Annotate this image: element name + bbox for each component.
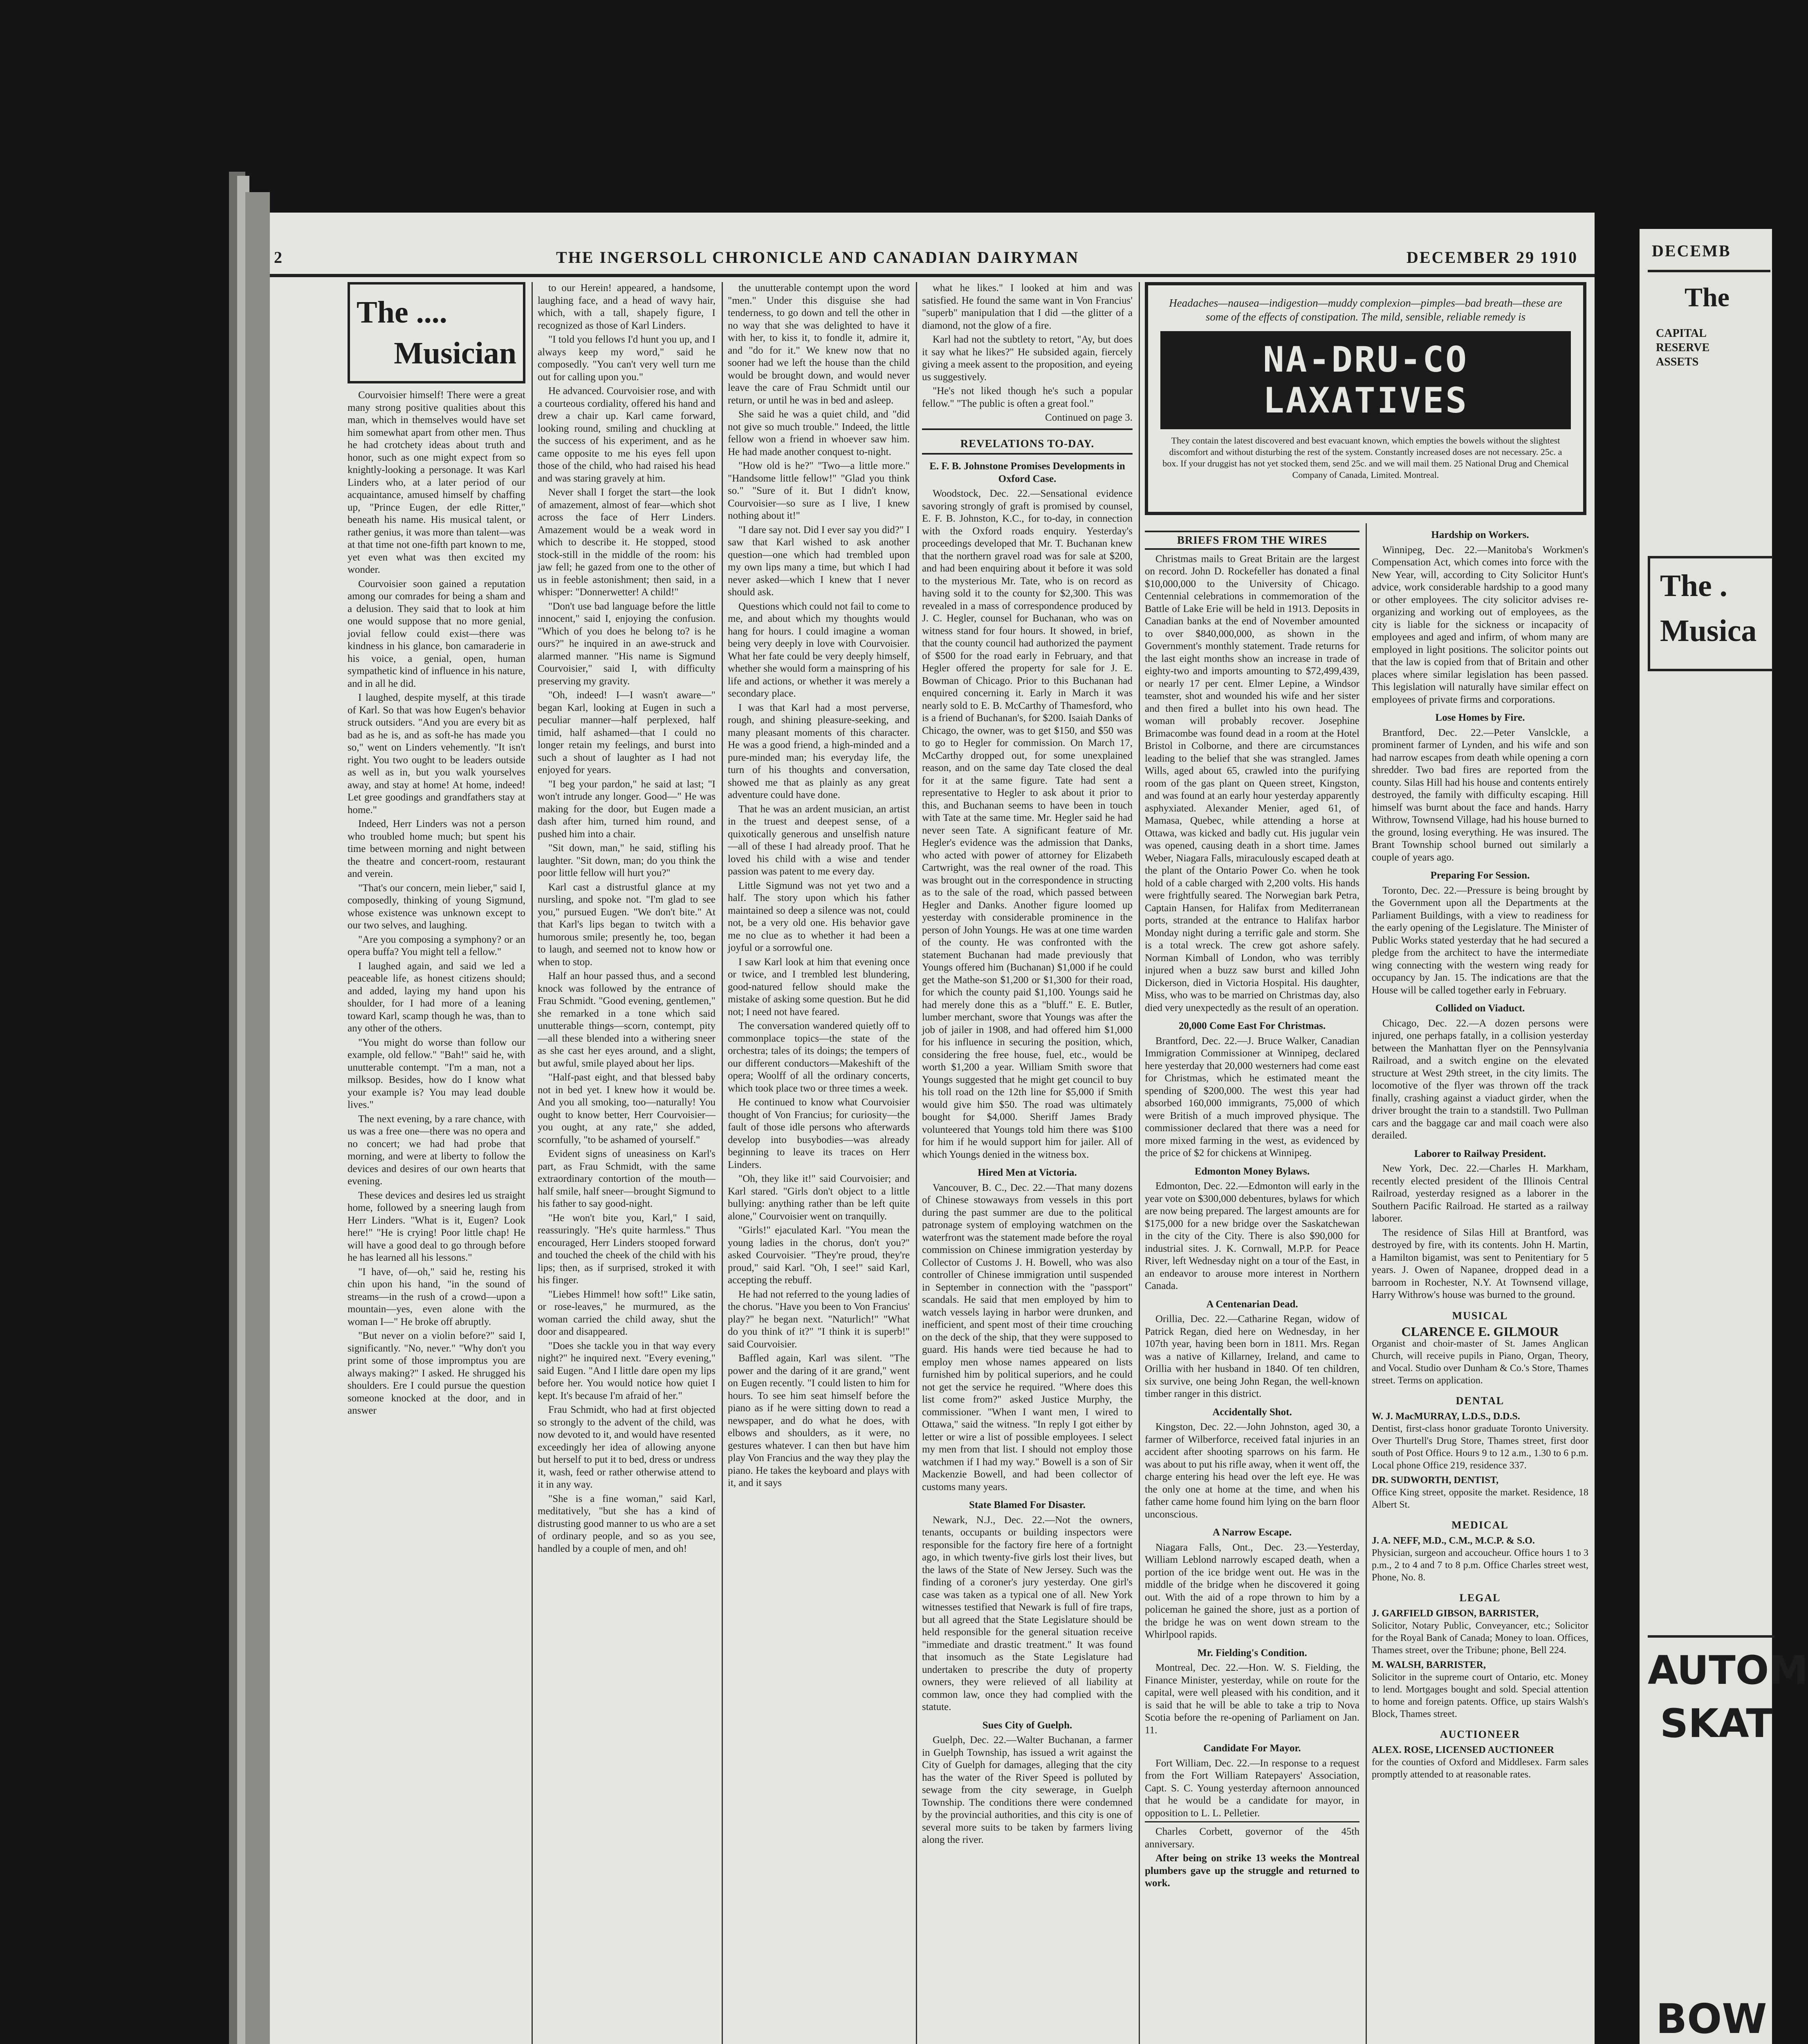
newspaper-page bbox=[270, 213, 1595, 2044]
brief-headline: Candidate For Mayor. bbox=[1203, 1743, 1301, 1754]
story-paragraph: She said he was a quiet child, and "did not give so much trouble." Indeed, the little fellow won a friend in whoever saw him. He had made another conquest to-night. bbox=[728, 409, 910, 457]
facing-ad-text: SKAT bbox=[1660, 1701, 1773, 1746]
facing-line: RESERVE bbox=[1656, 341, 1710, 354]
story-paragraph: "That's our concern, mein lieber," said I, composedly, thinking of young Sigmund, whose existence was unknown except to our two selves, and laughing. bbox=[348, 882, 525, 931]
brief-body: Niagara Falls, Ont., Dec. 23.—Yesterday, William Leblond narrowly escaped death, when a portion of the ice bridge went out. He was in the middle of the bridge when he discovered it going out. With the aid of a rope thrown to him by a policeman he gained the shore, just as a portion of the bridge he was on went down stream to the Whirlpool rapids. bbox=[1145, 1542, 1359, 1640]
news-body: Brantford, Dec. 22.—Peter Vanslckle, a prominent farmer of Lynden, and his wife and son had narrow escapes from death while opening a corn shredder. Two bad fires are reported from the county. Silas Hill had his house and contents entirely destroyed, the family with difficulty escaping. Hill himself was burnt about the face and hands. Harry Withrow, Townsend Village, had his house burned to the ground, losing everything. He was insured. The Brant Township school burned out similarly a couple of years ago. bbox=[1372, 727, 1588, 863]
directory-name: DR. SUDWORTH, DENTIST, bbox=[1372, 1475, 1499, 1486]
news-body: Guelph, Dec. 22.—Walter Buchanan, a farmer in Guelph Township, has issued a writ against the City of Guelph for damages, alleging that the city has the water of the River Speed is polluted by sewage from the city sewerage, in Guelph Township. The conditions there were condemned by the provincial authorities, and this city is one of several more suits to be taken by farmers living along the river. bbox=[922, 1735, 1133, 1845]
news-body: Toronto, Dec. 22.—Pressure is being brought by the Government upon all the Departments at the Parliament Buildings, with a view to readiness for the early opening of the Legislature. The Minister of Public Works stated yesterday that he had secured a pledge from the architect to have the intermediate wing connecting with the western wing ready for occupancy by Jan. 15. The indications are that the House will be called together early in February. bbox=[1372, 885, 1588, 996]
directory-text: Dentist, first-class honor graduate Toronto University. Over Thurtell's Drug Store, Thames street, first door south of Post Office. Hours 9 to 12 a.m., 1.30 to 6 p.m. Local phone Office 219, residence 337. bbox=[1372, 1423, 1588, 1471]
news-headline: Sues City of Guelph. bbox=[982, 1719, 1072, 1731]
briefs-body: Christmas mails to Great Britain are the largest on record. John D. Rockefeller has donated a final $10,000,000 to the University of Chicago. Centennial celebrations in commemoration of the Battle of Lake Erie will be held in 1913. Deposits in Canadian banks at the end of November amounted to over $840,000,000, as shown in the Government's monthly statement. Trade returns for the last eight months show an increase in trade of eighty-two and imports amounting to $72,499,439, or nearly 17 per cent. Elmer Lepine, a Windsor teamster, shot and wounded his wife and her sister and then fired a bullet into his own head. The woman will probably recover. Josephine Brimacombe was found dead in a room at the Hotel Bristol in Colborne, and there are circumstances leading to the belief that she was strangled. James Wills, aged about 65, crawled into the purifying room of the gas plant on Queen street, Kingston, and was found at an early hour yesterday apparently asphyxiated. Alexander Menier, aged 61, of Mamasa, Quebec, while attending a horse at Ottawa, was kicked and badly cut. His jugular vein was opened, causing death in a short time. James Weber, Niagara Falls, miraculously escaped death at the plant of the Ontario Power Co. when he took hold of a cable charged with 2,200 volts. His hands were frightfully seared. The Norwegian bark Petra, Captain Hansen, for Halifax from Mediterranean ports, stranded at the entrance to Halifax harbor Monday night during a terrific gale and storm. She is a total wreck. The crew got ashore safely. Norman Kimball of London, who was terribly injured when a buzz saw burst and killed John Dickerson, died in Victoria Hospital. His daughter, Miss, who was to be married on Christmas day, also died very unexpectedly as the result of an operation. bbox=[1145, 553, 1359, 1013]
story-paragraph: That he was an ardent musician, an artist in the truest and deepest sense, of a quixotically generous and unselfish nature—all of these I had already proof. That he loved his child with a wise and tender passion was patent to me every day. bbox=[728, 803, 910, 877]
brief-body: After being on strike 13 weeks the Montreal plumbers gave up the struggle and returned to work. bbox=[1145, 1853, 1359, 1889]
brief-body: Kingston, Dec. 22.—John Johnston, aged 30, a farmer of Wilberforce, received fatal injuries in an accident after shooting sparrows on his farm. He was about to put his rifle away, when it went off, the charge entering his head over the left eye. He was the only one at home at the time, and when his father came home found him lying on the barn floor unconscious. bbox=[1145, 1421, 1359, 1520]
story-paragraph: "Liebes Himmel! how soft!" Like satin, or rose-leaves," he murmured, as the woman carried the child away, shut the door and disappeared. bbox=[538, 1289, 716, 1337]
directory-label: DENTAL bbox=[1456, 1394, 1505, 1407]
directory-text: Office King street, opposite the market. Residence, 18 Albert St. bbox=[1372, 1487, 1588, 1510]
facing-page-header: DECEMB bbox=[1652, 242, 1731, 260]
story-column-2 bbox=[538, 282, 716, 2044]
story-column-1 bbox=[348, 282, 525, 2044]
news-headline: E. F. B. Johnstone Promises Developments in Oxford Case. bbox=[929, 461, 1125, 484]
story-column-3 bbox=[728, 282, 910, 2044]
story-title-line-1: The .... bbox=[357, 295, 447, 329]
story-paragraph: I laughed again, and said we led a peaceable life, as honest citizens should; and added, laying my hand upon his shoulder, for I had more of a leaning toward Karl, scamp though he was, than to any other of the others. bbox=[348, 960, 525, 1034]
ad-brand-name: NA-DRU-CO LAXATIVES bbox=[1160, 331, 1571, 429]
brief-headline: 20,000 Come East For Christmas. bbox=[1178, 1020, 1326, 1031]
news-body: Winnipeg, Dec. 22.—Manitoba's Workmen's Compensation Act, which comes into force with the New Year, will, according to City Solicitor Hunt's advice, work considerable hardship to a good many or other employees. The city solicitor advises re-organizing and working out of employees, as the city is liable for the sickness or incapacity of employees and aged and infirm, of whom many are employed in light positions. The solicitor points out that the law is copied from that of Britain and other places where similar legislation has been passed. This legislation will naturally have similar effect on employees of private firms and corporations. bbox=[1372, 544, 1588, 705]
briefs-column bbox=[1145, 523, 1359, 2044]
story-paragraph: the unutterable contempt upon the word "men." Under this disguise she had tenderness, to go down and tell the other in no way that she was delighted to have it with her, to kiss it, to fondle it, admire it, and "do for it." We knew now that no sooner had we left the house than the child would be brought down, and would never leave the care of Frau Schmidt until our return, or until he was in bed and asleep. bbox=[728, 282, 910, 406]
continued-note: Continued on page 3. bbox=[1045, 412, 1133, 423]
story-paragraph: The next evening, by a rare chance, with us was a free one—there was no opera and no concert; we had had probe that morning, and were at liberty to follow the devices and desires of our own hearts that evening. bbox=[348, 1113, 525, 1187]
brief-headline: A Centenarian Dead. bbox=[1206, 1298, 1298, 1310]
column-rule bbox=[1139, 282, 1140, 2044]
brief-body: Orillia, Dec. 22.—Catharine Regan, widow of Patrick Regan, died here on Wednesday, in her 107th year, having been born in 1811. Mrs. Regan was a native of Killarney, Ireland, and came to Orillia with her husband in 1840. Of ten children, six survive, one being John Regan, the well-known timber ranger in this district. bbox=[1145, 1313, 1359, 1399]
news-headline: Laborer to Railway President. bbox=[1414, 1148, 1546, 1159]
masthead-title: THE INGERSOLL CHRONICLE AND CANADIAN DAIRYMAN bbox=[556, 248, 1079, 267]
story-paragraph: "Sit down, man," he said, stifling his laughter. "Sit down, man; do you think the poor little fellow will hurt you?" bbox=[538, 843, 716, 879]
story-paragraph: "She is a fine woman," said Karl, meditatively, "but she has a kind of distrusting good manner to us who are a set of ordinary people, and so as you see, handled by a couple of men, and oh! bbox=[538, 1493, 716, 1554]
directory-name: W. J. MacMURRAY, L.D.S., D.D.S. bbox=[1372, 1411, 1520, 1422]
masthead-bar bbox=[270, 241, 1595, 277]
column-rule bbox=[722, 282, 723, 2044]
story-paragraph: "Don't use bad language before the little innocent," said I, enjoying the confusion. "Which of you does he belong to? is he ours?" he inquired in an awe-struck and alarmed manner. "His name is Sigmund Courvoisier," said I, with difficulty preserving my gravity. bbox=[538, 601, 716, 687]
news-body: Newark, N.J., Dec. 22.—Not the owners, tenants, occupants or building inspectors were responsible for the factory fire here of a fortnight ago, in which twenty-five girls lost their lives, but the laws of the State of New Jersey. Such was the finding of a coroner's jury yesterday. One girl's case was taken as a typical one of all. New York witnesses testified that Newark is full of fire traps, but all agreed that the State Legislature should be held responsible for the general situation receive "immediate and drastic treatment." It was found that insomuch as the State Legislature had undertaken to prescribe the duty of property owners, they were relieved of all liability at common law, once they had complied with the statute. bbox=[922, 1514, 1133, 1712]
news-headline: Hardship on Workers. bbox=[1431, 529, 1529, 540]
directory-text: Solicitor in the supreme court of Ontario, etc. Money to lend. Mortgages bought and sold. Special attention to home and foreign patents. Office, up stairs Walsh's Block, Thames street. bbox=[1372, 1672, 1588, 1719]
facing-header-rule bbox=[1648, 270, 1770, 272]
news-headline: Hired Men at Victoria. bbox=[978, 1167, 1077, 1178]
brief-headline: Edmonton Money Bylaws. bbox=[1194, 1165, 1310, 1177]
brief-body: Edmonton, Dec. 22.—Edmonton will early in the year vote on $300,000 debentures, bylaws for which are now being prepared. The largest amounts are for $175,000 for a new bridge over the Saskatchewan in the city of the City. There is also $90,000 for industrial sites. J. K. Cornwall, M.P.P. for Peace River, left Wednesday night on a tour of the East, in an endeavor to arouse more interest in Northern Canada. bbox=[1145, 1181, 1359, 1291]
directory-label: AUCTIONEER bbox=[1440, 1728, 1521, 1740]
story-paragraph: Karl had not the subtlety to retort, "Ay, but does it say what he likes?" He subsided again, fiercely giving a meek assent to the proposition, and eyeing us suggestively. bbox=[922, 334, 1133, 383]
section-title: REVELATIONS TO-DAY. bbox=[960, 437, 1095, 450]
story-paragraph: He continued to know what Courvoisier thought of Von Francius; for curiosity—the fault of those idle persons who afterwards develop into busybodies—was already beginning to leave its traces on Herr Linders. bbox=[728, 1097, 910, 1170]
news-headline: Preparing For Session. bbox=[1430, 870, 1530, 881]
section-divider bbox=[922, 428, 1133, 455]
brief-body: Montreal, Dec. 22.—Hon. W. S. Fielding, the Finance Minister, yesterday, while on route for the capital, were well pleased with his condition, and it is said that he will be able to take a trip to Nova Scotia before the re-opening of Parliament on Jan. 11. bbox=[1145, 1662, 1359, 1736]
story-paragraph: He advanced. Courvoisier rose, and with a courteous cordiality, offered his hand and drew a chair up. Karl came forward, looking round, smiling and chuckling at the success of his experiment, and as he came opposite to me his eyes fell upon those of the child, who had raised his head and was staring gravely at him. bbox=[538, 385, 716, 484]
directory-name: M. WALSH, BARRISTER, bbox=[1372, 1659, 1486, 1670]
story-paragraph: Questions which could not fail to come to me, and about which my thoughts would hang for hours. I could imagine a woman being very deeply in love with Courvoisier. What her fate could be very deeply himself, whether she would form a mainspring of his life and actions, or whether it was merely a secondary place. bbox=[728, 601, 910, 699]
brief-body: Fort William, Dec. 22.—In response to a request from the Fort William Ratepayers' Association, Capt. S. C. Young yesterday afternoon announced that he would be a candidate for mayor, in opposition to L. L. Pelletier. bbox=[1145, 1757, 1359, 1819]
facing-ad-text: AUTOM bbox=[1648, 1647, 1808, 1693]
directory-label: MUSICAL bbox=[1452, 1309, 1508, 1322]
story-paragraph: Little Sigmund was not yet two and a half. The story upon which his father maintained so deep a silence was not, could not, be a very old one. His behavior gave me no clue as to whether it had been a joyful or a sorrowful one. bbox=[728, 880, 910, 953]
laxatives-advertisement bbox=[1145, 282, 1586, 515]
briefs-title: BRIEFS FROM THE WIRES bbox=[1145, 531, 1359, 550]
story-paragraph: Courvoisier soon gained a reputation among our comrades for being a sham and a delusion. They said that to look at him one would suppose that no more genial, jovial fellow could exist—there was kindness in his glance, bon camaraderie in his voice, a genial, open, human sympathetic kind of influence in his nature, and in all he did. bbox=[348, 578, 525, 689]
facing-line: ASSETS bbox=[1656, 356, 1699, 368]
directory-text: Physician, surgeon and accoucheur. Office hours 1 to 3 p.m., 2 to 4 and 7 to 8 p.m. Office Charles street west, Phone, No. 8. bbox=[1372, 1547, 1588, 1583]
directory-name: ALEX. ROSE, LICENSED AUCTIONEER bbox=[1372, 1744, 1555, 1755]
column-rule bbox=[532, 282, 533, 2044]
story-title-line-2: Musician bbox=[394, 336, 516, 370]
story-paragraph: "But never on a violin before?" said I, significantly. "No, never." "Why don't you print some of those impromptus you are always making?" I asked. He shrugged his shoulders. Ere I could pursue the question someone knocked at the door, and in answer bbox=[348, 1330, 525, 1416]
news-headline: Collided on Viaduct. bbox=[1435, 1003, 1525, 1014]
story-paragraph: Karl cast a distrustful glance at my nursling, and spoke not. "I'm glad to see you," pursued Eugen. "We don't bite." At that Karl's lips began to twitch with a humorous smile; presently he, too, began to laugh, and seemed not to know how or when to stop. bbox=[538, 881, 716, 968]
news-body: The residence of Silas Hill at Brantford, was destroyed by fire, with its contents. John H. Martin, a Hamilton bigamist, was sent to Penitentiary for 5 years. J. Owen of Napanee, dropped dead in a barroom in Rochester, N.Y. At Townsend village, Harry Withrow's house was burned to the ground. bbox=[1372, 1227, 1588, 1300]
directory-label: LEGAL bbox=[1459, 1591, 1501, 1604]
news-body: New York, Dec. 22.—Charles H. Markham, recently elected president of the Illinois Central Railroad, yesterday resigned as a laborer in the Southern Pacific Railroad. He started as a railway laborer. bbox=[1372, 1163, 1588, 1224]
directory-text: Organist and choir-master of St. James Anglican Church, will receive pupils in Piano, Organ, Theory, and Vocal. Studio over Dunham & Co.'s Store, Thames street. Terms on application. bbox=[1372, 1338, 1588, 1386]
directory-name: CLARENCE E. GILMOUR bbox=[1401, 1324, 1559, 1339]
story-paragraph: "I have, of—oh," said he, resting his chin upon his hand, "in the sound of streams—in the rush of a crowd—upon a mountain—yes, even alone with the woman I—" He broke off abruptly. bbox=[348, 1266, 525, 1327]
brief-headline: A Narrow Escape. bbox=[1212, 1527, 1292, 1538]
brief-body: Brantford, Dec. 22.—J. Bruce Walker, Canadian Immigration Commissioner at Winnipeg, declared here yesterday that 20,000 westerners had come east for Christmas, which he estimated meant the spending of $200,000. The west this year had absorbed 160,000 immigrants, 75,000 of which were British of a much improved physique. The commissioner declared that there was a need for more mixed farming in the west, as evidenced by the price of $2 for chickens at Winnipeg. bbox=[1145, 1035, 1359, 1159]
story-paragraph: "He's not liked though he's such a popular fellow." "The public is often a great fool." bbox=[922, 385, 1133, 409]
facing-line: CAPITAL bbox=[1656, 327, 1707, 340]
story-paragraph: Frau Schmidt, who had at first objected so strongly to the advent of the child, was now devoted to it, and would have resented exceedingly her idea of allowing anyone but herself to put it to bed, dress or undress it, wash, feed or rather otherwise attend to it in any way. bbox=[538, 1404, 716, 1490]
story-paragraph: "You might do worse than follow our example, old fellow." "Bah!" said he, with unutterable contempt. "I'm a man, not a milksop. Besides, how do I know what your example is? You may lead double lives." bbox=[348, 1037, 525, 1110]
page-gutter bbox=[245, 192, 270, 2044]
news-body: Vancouver, B. C., Dec. 22.—That many dozens of Chinese stowaways from vessels in this port during the past summer are due to the political patronage system of employing watchmen on the waterfront was the statement made before the royal commission on Chinese immigration yesterday by Collector of Customs J. H. Bowell, who was also controller of Chinese immigration until suspended in September in connection with the "passport" scandals. He said that men employed by him to watch vessels laying in harbor were drunken, and inefficient, and spent most of their time crouching on the deck of the ship, that they were supposed to guard. His hands were tied because he had to employ men whose names appeared on lists furnished him by political superiors, and he could not get the service he required. "Where does this list come from?" asked Justice Murphy, the commissioner. "When I want men, I wired to Ottawa," said the witness. "In reply I got either by letter or wire a list of possible employees. I select my men from that list. I should not employ those watchmen if I had my way." Bowell is a son of Sir Mackenzie Bowell, and had been collector of customs many years. bbox=[922, 1182, 1133, 1493]
news-body: Woodstock, Dec. 22.—Sensational evidence savoring strongly of graft is promised by counsel, E. F. B. Johnston, K.C., for to-day, in connection with the Oxford roads enquiry. Yesterday's proceedings developed that Mr. T. Buchanan knew that the northern gravel road was for sale at $200, and had been enquiring about it before it was sold to the mysterious Mr. Tate, who is on record as having sold it to the county for $2,300. This was revealed in a mass of correspondence produced by J. C. Hegler, counsel for Buchanan, who was on witness stand for four hours. It showed, in brief, that the county council had authorized the payment of $500 for the road early in February, and that Hegler offered the property for sale for J. E. Bowman of Chicago. Prior to this Buchanan had enquired concerning it. Early in March it was nearly sold to E. B. McCarthy of Thamesford, who is a friend of Buchanan's, for $200. Isaiah Danks of Chicago, the owner, was to get $150, and $50 was to go to Hegler for commission. On March 17, McCarthy dropped out, for some unexplained reason, and on the same day Tate closed the deal for it at the same figure. Tate had sent a representative to Hegler to ask about it prior to this, and Buchanan seems to have been in touch with Tate at the same time. Mr. Hegler said he had never seen Tate. A significant feature of Mr. Hegler's evidence was the admission that Danks, who acted with power of attorney for Elizabeth Cartwright, was the real owner of the road. This was brought out in the correspondence in structing as to the sale of the road, which passed between Hegler and Danks. Another figure loomed up yesterday with considerable prominence in the person of John Youngs. He was at one time warden of the county. He was confronted with the statement Buchanan had made previously that Youngs offered him (Buchanan) $1,000 if he could get the Mathe-son $1,200 or $1,300 for their road, for which the county paid $1,100. Youngs said he had merely done this as a "bluff." E. E. Butler, lumber merchant, swore that Youngs was after the job of jailer in 1908, and had offered him $1,000 for his influence in securing the position, which, considering the free house, fuel, etc., would be worth $1,200 a year. William Smith swore that Youngs suggested that he might get council to buy his toll road on the 12th line for $5,000 if Smith would give him $50. The road was ultimately bought for $4,000. Sheriff James Brady volunteered that Youngs told him there was $100 for him if he would support him for jailer. All of which Youngs denied in the witness box. bbox=[922, 488, 1133, 1160]
story-paragraph: "Oh, they like it!" said Courvoisier; and Karl stared. "Girls don't object to a little bullying: anything rather than be left quite alone," Courvoisier went on tranquilly. bbox=[728, 1173, 910, 1222]
story-paragraph: The conversation wandered quietly off to commonplace topics—the state of the orchestra; tales of its doings; the tempers of our different conductors—Makeshift of the opera; Woolff of all the ordinary concerts, which took place two or three times a week. bbox=[728, 1020, 910, 1094]
story-paragraph: "Oh, indeed! I—I wasn't aware—" began Karl, looking at Eugen in such a peculiar manner—half perplexed, half timid, half ashamed—that I could no longer retain my feelings, and burst into such a shout of laughter as I had not enjoyed for years. bbox=[538, 690, 716, 775]
story-paragraph: "Are you composing a symphony? or an opera buffa? You might tell a fellow." bbox=[348, 934, 525, 957]
story-paragraph: These devices and desires led us straight home, followed by a sneering laugh from Herr Linders. "What is it, Eugen? Look here!" "He is crying! Poor little chap! He will have a good deal to go through before he has learned all his lessons." bbox=[348, 1190, 525, 1263]
story-paragraph: Indeed, Herr Linders was not a person who troubled home much; but spent his time between morning and night between the theatre and concert-room, restaurant and verein. bbox=[348, 818, 525, 879]
directory-label: MEDICAL bbox=[1451, 1519, 1509, 1531]
professional-directory bbox=[1372, 1310, 1588, 1781]
news-column-4 bbox=[922, 282, 1133, 2044]
issue-date: DECEMBER 29 1910 bbox=[1406, 248, 1578, 267]
story-paragraph: Baffled again, Karl was silent. "The power and the daring of it are grand," went on Eugen recently. "I could listen to him for hours. To see him seat himself before the piano as if he were sitting down to read a newspaper, and do what he does, with elbows and shoulders, as it were, no gestures whatever. I can then but have him play Von Francius and the way they play the piano. He takes the keyboard and plays with it, and it says bbox=[728, 1353, 910, 1488]
facing-ad-rule bbox=[1648, 1635, 1774, 1638]
story-paragraph: "He won't bite you, Karl," I said, reassuringly. "He's quite harmless." Thus encouraged, Herr Linders stooped forward and touched the cheek of the child with his lips; then, as if surprised, stroked it with his finger. bbox=[538, 1212, 716, 1286]
directory-name: J. GARFIELD GIBSON, BARRISTER, bbox=[1372, 1608, 1539, 1619]
story-paragraph: to our Herein! appeared, a handsome, laughing face, and a head of wavy hair, which, with a tall, shapely figure, I recognized as those of Karl Linders. bbox=[538, 282, 716, 331]
story-paragraph: Evident signs of uneasiness on Karl's part, as Frau Schmidt, with the same extraordinary contortion of the mouth—half smile, half sneer—brought Sigmund to his father to say good-night. bbox=[538, 1148, 716, 1209]
facing-story-title: Musica bbox=[1660, 614, 1757, 648]
story-paragraph: "Girls!" ejaculated Karl. "You mean the young ladies in the chorus, don't you?" asked Courvoisier. "They're proud, they're proud," said Karl. "Oh, I see!" said Karl, accepting the rebuff. bbox=[728, 1225, 910, 1286]
column-rule bbox=[1366, 523, 1367, 2044]
directory-text: Solicitor, Notary Public, Conveyancer, etc.; Solicitor for the Royal Bank of Canada; Money to loan. Offices, Thames street, over the Tribune; phone, Bell 224. bbox=[1372, 1620, 1588, 1656]
story-title-box bbox=[348, 282, 525, 383]
directory-text: for the counties of Oxford and Middlesex. Farm sales promptly attended to at reasonable rates. bbox=[1372, 1757, 1588, 1780]
facing-title: The bbox=[1685, 282, 1730, 312]
column-rule bbox=[916, 282, 917, 2044]
story-paragraph: He had not referred to the young ladies of the chorus. "Have you been to Von Francius' play?" he began next. "Naturlich!" "What do you think of it?" "I think it is superb!" said Courvoisier. bbox=[728, 1289, 910, 1350]
brief-body: Charles Corbett, governor of the 45th anniversary. bbox=[1145, 1821, 1359, 1851]
story-paragraph: I laughed, despite myself, at this tirade of Karl. So that was how Eugen's behavior struck outsiders. "And you are every bit as bad as he is, and as soft-he has made you so," went on Linders vehemently. "It isn't right. You two ought to be leaders outside as well as in, but you walk yourselves away, and stay at home! At home, indeed! Let gree goodings and grandfathers stay at home." bbox=[348, 692, 525, 816]
facing-page bbox=[1640, 229, 1808, 2044]
story-paragraph: Never shall I forget the start—the look of amazement, almost of fear—which shot across the face of Herr Linders. Amazement would be a weak word in which to describe it. He stopped, stood stock-still in the middle of the room: his jaw fell; he gazed from one to the other of us in feeble astonishment; then said, in a whisper: "Donnerwetter! A child!" bbox=[538, 487, 716, 598]
facing-story-title: The . bbox=[1660, 569, 1727, 603]
brief-headline: Mr. Fielding's Condition. bbox=[1197, 1647, 1307, 1659]
story-paragraph: "I dare say not. Did I ever say you did?" I saw that Karl wished to ask another question—one which had trembled upon my own lips many a time, but which I had never asked—which I knew that I never should ask. bbox=[728, 524, 910, 598]
story-paragraph: "Does she tackle you in that way every night?" he inquired next. "Every evening," said Eugen. "And I little dare open my lips before her. You would notice how quiet I kept. It's because I'm afraid of her." bbox=[538, 1340, 716, 1401]
facing-ad-text: BOW bbox=[1656, 1995, 1767, 2043]
news-column-7 bbox=[1372, 523, 1588, 2044]
story-paragraph: "I told you fellows I'd hunt you up, and I always keep my word," said he composedly. "You can't very well turn me out for calling upon you." bbox=[538, 334, 716, 383]
story-paragraph: I saw Karl look at him that evening once or twice, and I trembled lest blundering, good-natured fellow should make the mistake of asking some question. But he did not; I need not have feared. bbox=[728, 956, 910, 1018]
news-body: Chicago, Dec. 22.—A dozen persons were injured, one perhaps fatally, in a collision yesterday between the Manhattan flyer on the Pennsylvania Railroad, and a switch engine on the elevated structure at West 29th street, in the city limits. The locomotive of the flyer was thrown off the track finally, crashing against a viaduct girder, when the driver brought the train to a standstill. Two Pullman cars and the baggage car and mail coach were also derailed. bbox=[1372, 1018, 1588, 1141]
brief-headline: Accidentally Shot. bbox=[1212, 1406, 1292, 1418]
ad-intro-text: Headaches—nausea—indigestion—muddy complexion—pimples—bad breath—these are some of the effects of constipation. The mild, sensible, reliable remedy is bbox=[1169, 297, 1562, 323]
directory-name: J. A. NEFF, M.D., C.M., M.C.P. & S.O. bbox=[1372, 1535, 1535, 1546]
story-paragraph: I was that Karl had a most perverse, rough, and shining pleasure-seeking, and many pleasant moments of this character. He was a good friend, a high-minded and a pure-minded man; his everyday life, the turn of his thoughts and conversation, showed me that as plainly as any great adventure could have done. bbox=[728, 702, 910, 800]
page-number: 2 bbox=[274, 248, 283, 267]
ad-body-text: They contain the latest discovered and best evacuant known, which empties the bowels without the slightest discomfort and without disturbing the rest of the system. Constantly increased doses are not necessary. 25c. a box. If your druggist has not yet stocked them, send 25c. and we will mail them. 25 National Drug and Chemical Company of Canada, Limited. Montreal. bbox=[1162, 435, 1569, 480]
news-headline: Lose Homes by Fire. bbox=[1435, 712, 1525, 723]
story-paragraph: "I beg your pardon," he said at last; "I won't intrude any longer. Good—" He was making for the door, but Eugen made a dash after him, turned him round, and pushed him into a chair. bbox=[538, 778, 716, 840]
story-paragraph: Half an hour passed thus, and a second knock was followed by the entrance of Frau Schmidt. "Good evening, gentlemen," she remarked in a tone which said unutterable things—scorn, contempt, pity—all these blended into a withering sneer as she cast her eyes around, and a slight, but awful, smile played about her lips. bbox=[538, 970, 716, 1069]
story-paragraph: what he likes." I looked at him and was satisfied. He found the same want in Von Francius' "superb" manipulation that I did —the glitter of a diamond, not the glow of a fire. bbox=[922, 282, 1133, 331]
story-paragraph: "Half-past eight, and that blessed baby not in bed yet. I knew how it would be. And you all smoking, too—naturally! You ought to know better, Herr Courvoisier—you ought, at any rate," she added, scornfully, "to be ashamed of yourself." bbox=[538, 1072, 716, 1145]
news-headline: State Blamed For Disaster. bbox=[969, 1499, 1086, 1511]
story-paragraph: "How old is he?" "Two—a little more." "Handsome little fellow!" "Glad you think so." "Sure of it. But I didn't know, Courvoisier—so sure as I live, I knew nothing about it!" bbox=[728, 460, 910, 521]
story-paragraph: Courvoisier himself! There were a great many strong positive qualities about this man, which in themselves would have set him somewhat apart from other men. Thus he had crotchety ideas about truth and honor, such as one might expect from so knightly-looking a personage. It was Karl Linders who, at a later period of our acquaintance, amused himself by chaffing up, "Prince Eugen, der edle Ritter," beneath his name. His musical talent, or rather genius, it was more than talent—was at that time not one-fifth part known to me, yet even what was then excited my wonder. bbox=[348, 390, 525, 575]
